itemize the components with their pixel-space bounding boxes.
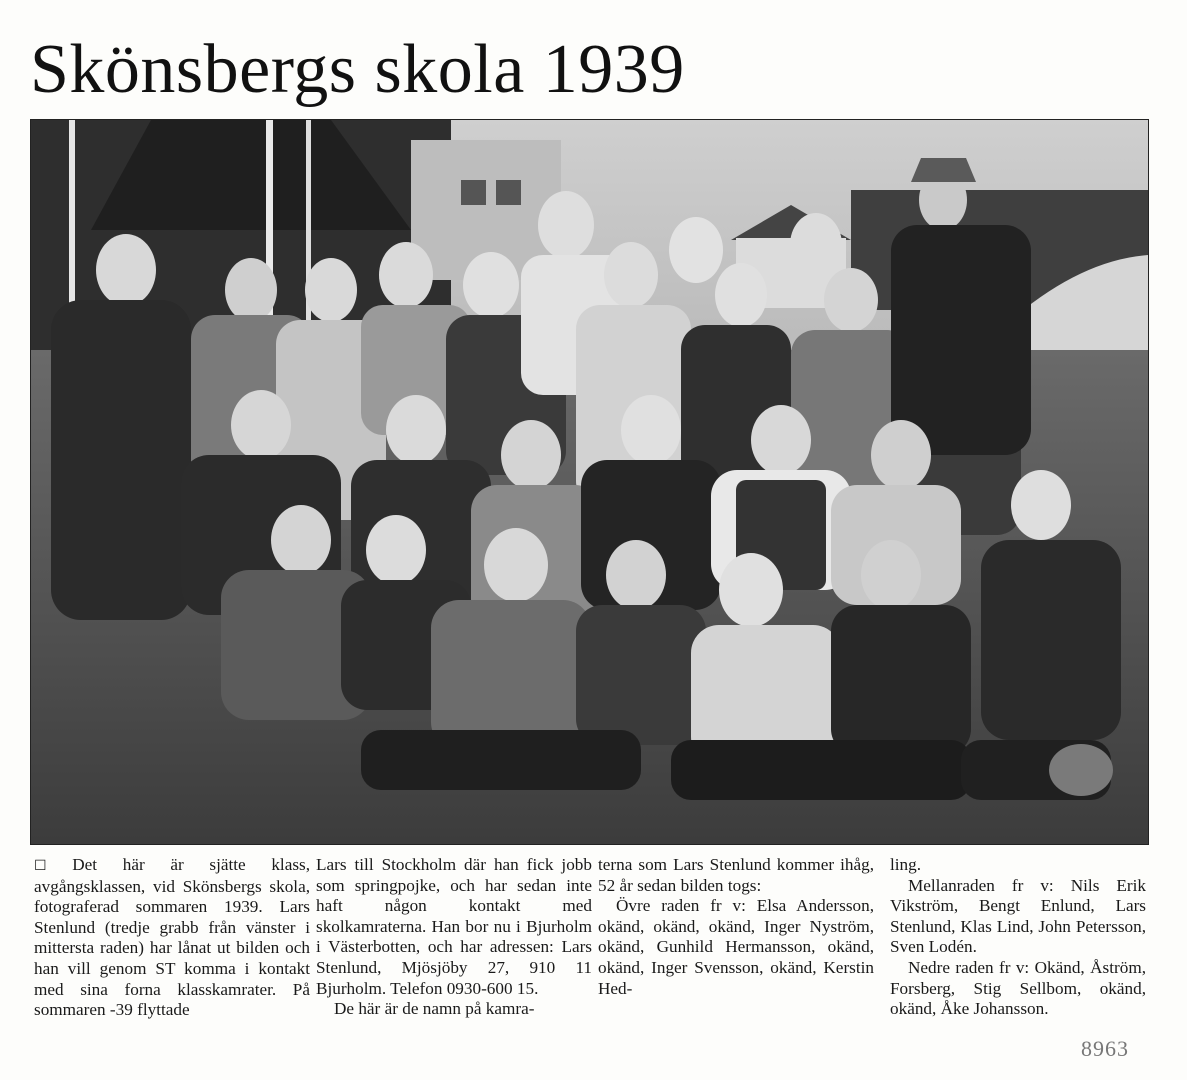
article-column-1 [34, 855, 310, 1021]
col3-text-2: Övre raden fr v: Elsa Andersson, okänd, okänd, okänd, Inger Nyström, okänd, Gunhild Hermansson, okänd, okänd, Inger Svensson, okänd, Kerstin Hed- [598, 896, 874, 998]
article-column-3 [598, 855, 874, 999]
col2-text-2: De här är de namn på kamra- [334, 999, 535, 1019]
class-photo [30, 119, 1149, 845]
col4-text-1: ling. [890, 855, 922, 874]
col4-text-3: Nedre raden fr v: Okänd, Åström, Forsberg, Stig Sellbom, okänd, okänd, Åke Johansson. [890, 957, 1146, 1019]
col2-text-1: Lars till Stockholm där han fick jobb som springpojke, och har sedan inte haft någon kontakt med skolkamraterna. Han bor nu i Bjurholm i Västerbotten, och har adressen: Lars Stenlund, Mjösjöby 27, 910 11 Bjurholm. Telefon 0930-600 15. [316, 855, 592, 998]
article-column-2 [316, 855, 592, 1020]
checkbox-square-icon: ☐ [34, 858, 47, 874]
archive-number: 8963 [1081, 1036, 1129, 1061]
col3-text-1: terna som Lars Stenlund kommer ihåg, 52 år sedan bilden togs: [598, 855, 874, 895]
headline: Skönsbergs skola 1939 [30, 31, 685, 108]
article-column-4 [890, 855, 1146, 1020]
col1-text: Det här är sjätte klass, avgångsklassen, vid Skönsbergs skola, fotograferad sommaren 1939. Lars Stenlund (tredje grabb från vänster i mittersta raden) har lånat ut bilden och han vill genom ST komma i kontakt med sina forna klasskamrater. På sommaren -39 flyttade [34, 855, 311, 1020]
col4-text-2: Mellanraden fr v: Nils Erik Vikström, Bengt Enlund, Lars Stenlund, Klas Lind, John Petersson, Sven Lodén. [890, 875, 1146, 957]
